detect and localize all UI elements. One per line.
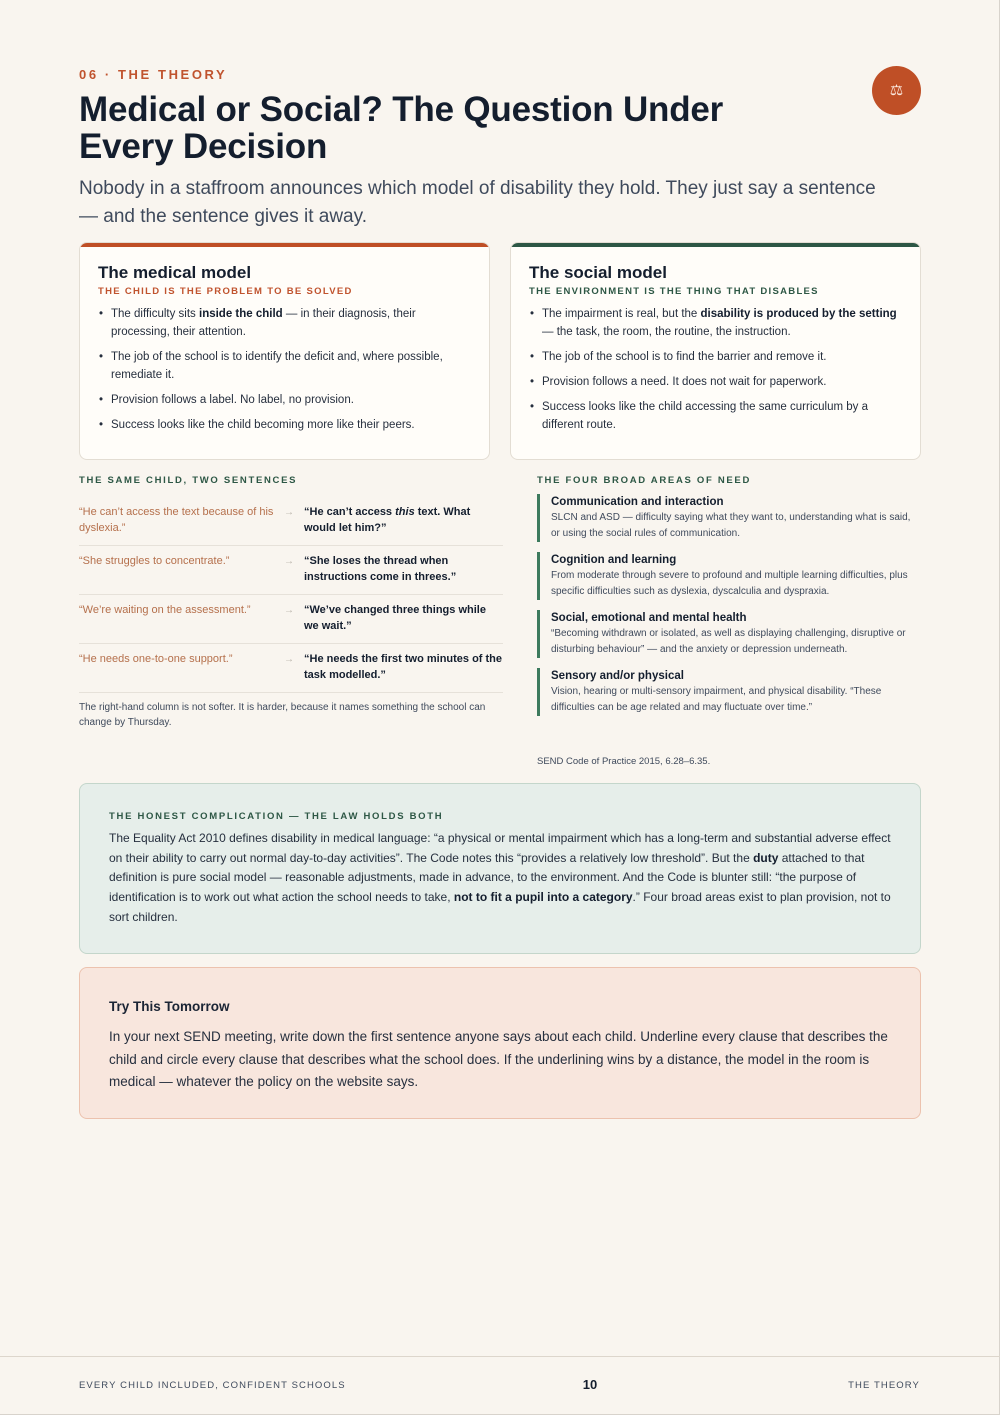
area-item <box>537 494 921 542</box>
footer-publication: EVERY CHILD INCLUDED, CONFIDENT SCHOOLS <box>79 1380 346 1391</box>
list-item: • Success looks like the child accessing the same curriculum by a different route. <box>529 398 902 434</box>
arrow-right-icon: → <box>284 507 294 518</box>
areas-list <box>537 494 921 726</box>
medical-sentence: “He needs one-to-one support.” <box>79 653 233 665</box>
social-sentence: “We’ve changed three things while we wait.” <box>304 604 486 632</box>
list-item: • Provision follows a label. No label, no provision. <box>98 391 471 409</box>
try-tomorrow-callout <box>79 967 921 1119</box>
area-description: Vision, hearing or multi-sensory impairment, and physical disability. “These difficulties can be age related and may fluctuate over time.” <box>551 686 882 713</box>
law-heading: THE HONEST COMPLICATION — THE LAW HOLDS BOTH <box>109 811 444 822</box>
footer-section: THE THEORY <box>848 1380 920 1391</box>
list-item: • The job of the school is to find the barrier and remove it. <box>529 348 902 366</box>
medical-model-list <box>98 305 471 434</box>
social-sentence: “He needs the first two minutes of the task modelled.” <box>304 653 503 681</box>
medical-sentence: “She struggles to concentrate.” <box>79 555 230 567</box>
sentence-pair <box>79 546 503 595</box>
area-item <box>537 552 921 600</box>
scales-icon: ⚖ <box>872 66 921 115</box>
arrow-right-icon: → <box>284 605 294 616</box>
areas-citation: SEND Code of Practice 2015, 6.28–6.35. <box>537 756 711 767</box>
area-title: Sensory and/or physical <box>551 670 684 682</box>
medical-model-card <box>79 242 490 460</box>
try-heading: Try This Tomorrow <box>109 999 230 1014</box>
page-lede: Nobody in a staffroom announces which model of disability they hold. They just say a sentence — and the sentence gives it away. <box>79 178 876 227</box>
medical-sentence: “He can’t access the text because of his dyslexia.” <box>79 506 274 534</box>
social-model-title: The social model <box>529 263 667 282</box>
sentence-pairs <box>79 497 503 693</box>
sentence-pair <box>79 644 503 693</box>
sentence-pair <box>79 497 503 546</box>
sentences-heading: THE SAME CHILD, TWO SENTENCES <box>79 475 298 486</box>
medical-model-subtitle: THE CHILD IS THE PROBLEM TO BE SOLVED <box>98 286 353 297</box>
law-callout <box>79 783 921 954</box>
area-title: Cognition and learning <box>551 554 677 566</box>
arrow-right-icon: → <box>284 654 294 665</box>
list-item: • Provision follows a need. It does not wait for paperwork. <box>529 373 902 391</box>
area-title: Communication and interaction <box>551 496 724 508</box>
area-item <box>537 610 921 658</box>
arrow-right-icon: → <box>284 556 294 567</box>
area-description: From moderate through severe to profound and multiple learning difficulties, plus specific difficulties such as dyslexia, dyscalculia and dyspraxia. <box>551 570 908 597</box>
area-description: SLCN and ASD — difficulty saying what they want to, understanding what is said, or using the social rules of communication. <box>551 512 911 539</box>
medical-sentence: “We’re waiting on the assessment.” <box>79 604 251 616</box>
area-description: “Becoming withdrawn or isolated, as well as displaying challenging, disruptive or disturbing behaviour” — and the anxiety or depression underneath. <box>551 628 906 655</box>
try-body: In your next SEND meeting, write down the first sentence anyone says about each child. Underline every clause that describes the child and circle every clause that describes what the school does. If the underlining wins by a distance, the model in the room is medical — whatever the policy on the website says. <box>109 1029 888 1089</box>
areas-heading: THE FOUR BROAD AREAS OF NEED <box>537 475 752 486</box>
social-sentence: “She loses the thread when instructions come in threes.” <box>304 555 457 583</box>
list-item: • The impairment is real, but the disability is produced by the setting — the task, the room, the routine, the instruction. <box>529 305 902 341</box>
social-sentence: “He can’t access this text. What would let him?” <box>304 506 471 534</box>
list-item: • The difficulty sits inside the child — in their diagnosis, their processing, their attention. <box>98 305 471 341</box>
page-title: Medical or Social? The Question Under Every Decision <box>79 90 724 166</box>
section-kicker: 06 · THE THEORY <box>79 67 228 82</box>
sentences-note: The right-hand column is not softer. It is harder, because it names something the school can change by Thursday. <box>79 702 486 728</box>
medical-model-title: The medical model <box>98 263 252 282</box>
sentence-pair <box>79 595 503 644</box>
page-number: 10 <box>582 1377 598 1392</box>
footer-rule <box>0 1356 1000 1357</box>
area-item <box>537 668 921 716</box>
law-body: The Equality Act 2010 defines disability in medical language: “a physical or mental impairment which has a long-term and substantial adverse effect on their ability to carry out normal day-to-day activities”. The Code notes this “provides a relatively low threshold”. But the duty attached to that definition is pure social model — reasonable adjustments, made in advance, to the environment. And the Code is blunter still: “the purpose of identification is to work out what action the school needs to take, not to fit a pupil into a category.” Four broad areas exist to plan provision, not to sort children. <box>109 831 891 924</box>
social-model-card <box>510 242 921 460</box>
list-item: • Success looks like the child becoming more like their peers. <box>98 416 471 434</box>
area-title: Social, emotional and mental health <box>551 612 747 624</box>
social-model-list <box>529 305 902 434</box>
social-model-subtitle: THE ENVIRONMENT IS THE THING THAT DISABLES <box>529 286 819 297</box>
list-item: • The job of the school is to identify the deficit and, where possible, remediate it. <box>98 348 471 384</box>
